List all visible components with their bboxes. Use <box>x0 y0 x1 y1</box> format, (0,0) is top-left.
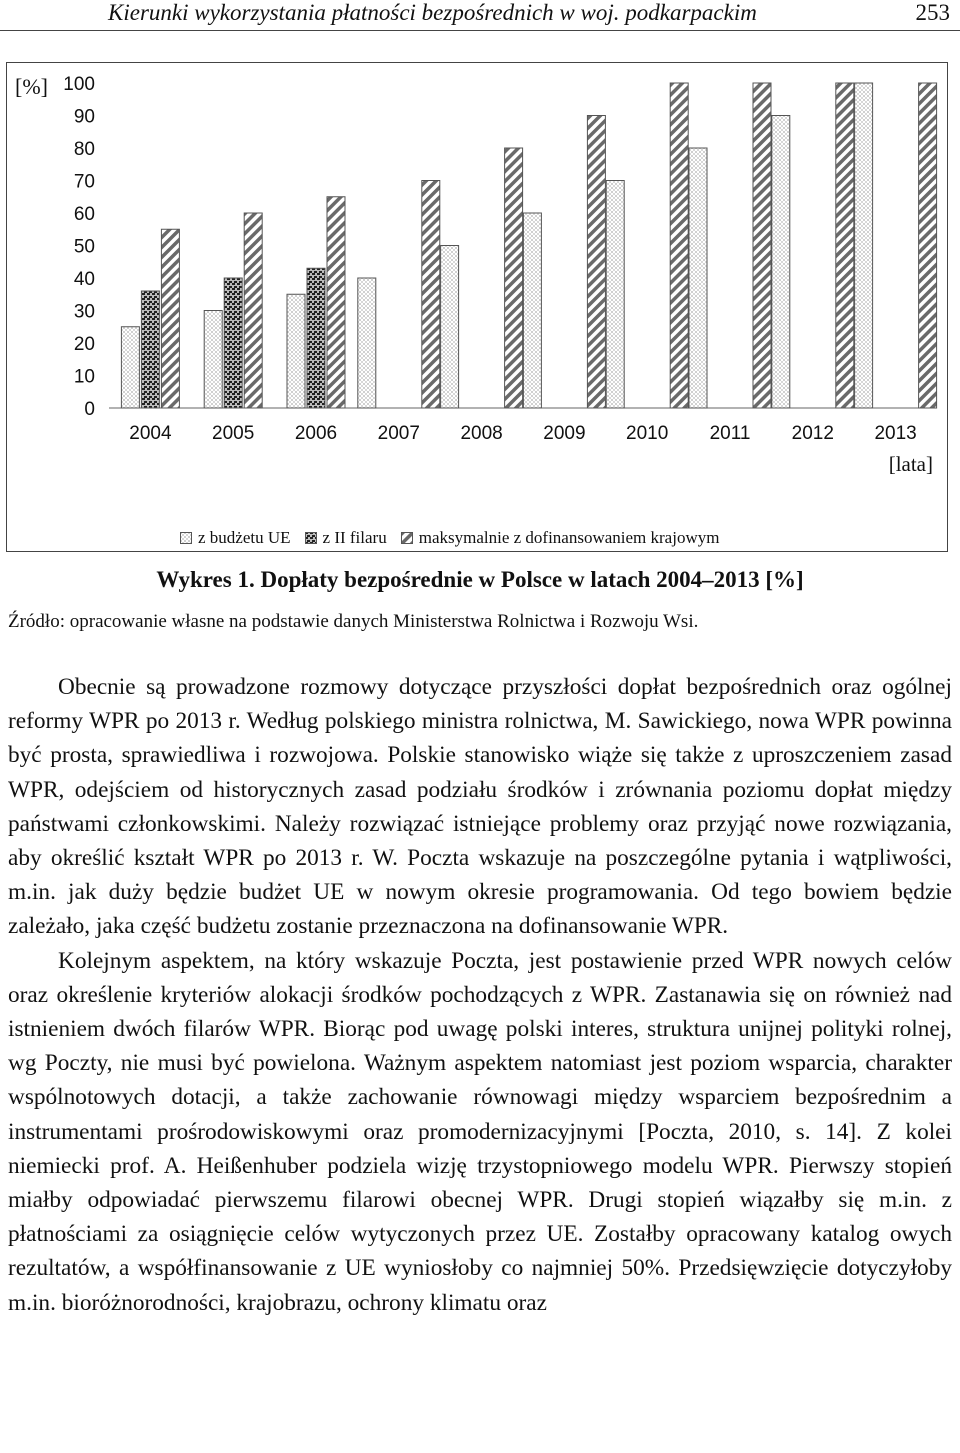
paragraph: Kolejnym aspektem, na który wskazuje Poczta, jest postawienie przed WPR nowych celów oraz określenie kryteriów alokacji środków pochodzących z WPR. Zastanawia się on również nad istnieniem dwóch filarów WPR. Biorąc pod uwagę polski interes, struktura unijnej polityki rolnej, wg Poczty, nie musi być powielona. Ważnym aspektem natomiast jest poziom wsparcia, charakter wspólnotowych dotacji, a także zachowanie równowagi między wsparciem bezpośrednim a instrumentami prośrodowiskowymi oraz promodernizacyjnymi [Poczta, 2010, s. 14]. Z kolei niemiecki prof. A. Heißenhuber podziela wizję trzystopniowego modelu WPR. Pierwszy stopień miałby odpowiadać pierwszemu filarowi obecnej WPR. Drugi stopień wiązałby się m.in. z płatnościami za osiągnięcie celów wytyczonych przez UE. Zostałby opracowany katalog owych rezultatów, a współfinansowanie z UE wyniosłoby co najmniej 50%. Przedsięwzięcie dotyczyłoby m.in. bioróżnorodności, krajobrazu, ochrony klimatu oraz <box>8 947 952 1316</box>
legend-label-eu: z budżetu UE <box>198 528 291 547</box>
y-tick-label: 20 <box>73 334 95 355</box>
legend-item-max <box>401 528 720 548</box>
y-tick-label: 50 <box>73 236 95 258</box>
bar-max-2007 <box>422 181 440 409</box>
legend-swatch-pillar2 <box>305 532 317 544</box>
x-axis-unit: [lata] <box>888 452 933 476</box>
x-tick-label: 2009 <box>543 423 586 444</box>
y-axis-unit: [%] <box>15 74 48 99</box>
x-tick-label: 2006 <box>294 423 338 444</box>
bar-max-2013 <box>919 83 937 408</box>
bar-max-2010 <box>670 83 688 408</box>
figure-source: Źródło: opracowanie własne na podstawie danych Ministerstwa Rolnictwa i Rozwoju Wsi. <box>8 611 699 632</box>
y-tick-label: 10 <box>73 366 95 388</box>
x-tick-label: 2004 <box>129 423 172 444</box>
legend-label-pillar2: z II filaru <box>322 528 387 547</box>
legend-swatch-max <box>401 532 413 544</box>
body-text <box>8 670 952 1320</box>
y-tick-label: 40 <box>73 269 95 290</box>
bar-eu-2007 <box>358 278 376 408</box>
bar-eu-2004 <box>121 327 139 408</box>
y-tick-label: 100 <box>63 74 95 95</box>
bar-pillar2-2005 <box>224 278 242 408</box>
bar-eu-2006 <box>287 294 305 408</box>
bar-max-2005 <box>244 213 262 408</box>
legend-label-max: maksymalnie z dofinansowaniem krajowym <box>418 528 720 547</box>
legend-item-pillar2 <box>305 528 387 548</box>
figure-caption: Wykres 1. Dopłaty bezpośrednie w Polsce w latach 2004–2013 [%] <box>156 567 804 592</box>
bar-eu-2005 <box>204 311 222 409</box>
running-title: Kierunki wykorzystania płatności bezpośrednich w woj. podkarpackim <box>108 0 757 25</box>
bar-max-2009 <box>587 116 605 409</box>
page-number: 253 <box>915 0 950 25</box>
bar-eu-2012 <box>772 116 790 409</box>
paragraph: Obecnie są prowadzone rozmowy dotyczące przyszłości dopłat bezpośrednich oraz ogólnej reformy WPR po 2013 r. Według polskiego ministra rolnictwa, M. Sawickiego, nowa WPR powinna być prosta, sprawiedliwa i rozwojowa. Polskie stanowisko wiąże się także z uproszczeniem zasad WPR, odejściem od historycznych zasad podziału środków i zrównania poziomu dopłat między państwami członkowskimi. Należy rozwiązać istniejące problemy oraz przyjąć nowe rozwiązania, aby określić kształt WPR po 2013 r. W. Poczta wskazuje na poszczególne pytania i wątpliwości, m.in. jak duży będzie budżet UE w nowym okresie programowania. Od tego bowiem będzie zależało, jaka część budżetu zostanie przeznaczona na dofinansowanie WPR. <box>8 674 952 940</box>
y-tick-label: 30 <box>73 301 95 323</box>
y-tick-label: 90 <box>73 106 95 128</box>
running-header <box>0 0 960 31</box>
y-tick-label: 70 <box>73 171 95 193</box>
y-tick-label: 0 <box>84 399 95 420</box>
chart-legend <box>180 527 733 549</box>
bar-eu-2011 <box>689 148 707 408</box>
y-tick-label: 80 <box>73 139 95 160</box>
y-tick-label: 60 <box>73 204 95 225</box>
bar-max-2012 <box>836 83 854 408</box>
bar-eu-2010 <box>606 181 624 409</box>
bar-max-2004 <box>161 229 179 408</box>
x-tick-label: 2008 <box>460 423 503 444</box>
x-tick-label: 2011 <box>709 423 751 444</box>
bar-max-2006 <box>327 197 345 408</box>
bar-pillar2-2006 <box>307 268 325 408</box>
bar-chart <box>7 63 947 551</box>
x-tick-label: 2007 <box>377 423 420 444</box>
x-tick-label: 2005 <box>212 423 255 444</box>
bar-eu-2009 <box>523 213 541 408</box>
bar-eu-2008 <box>441 246 459 409</box>
x-tick-label: 2010 <box>626 423 669 444</box>
bar-max-2008 <box>505 148 523 408</box>
bar-pillar2-2004 <box>141 291 159 408</box>
bar-max-2011 <box>753 83 771 408</box>
bar-eu-2013 <box>855 83 873 408</box>
chart-frame <box>6 62 948 552</box>
legend-item-eu <box>180 528 291 548</box>
x-tick-label: 2013 <box>874 423 917 444</box>
x-tick-label: 2012 <box>791 423 834 444</box>
legend-swatch-eu <box>180 532 192 544</box>
